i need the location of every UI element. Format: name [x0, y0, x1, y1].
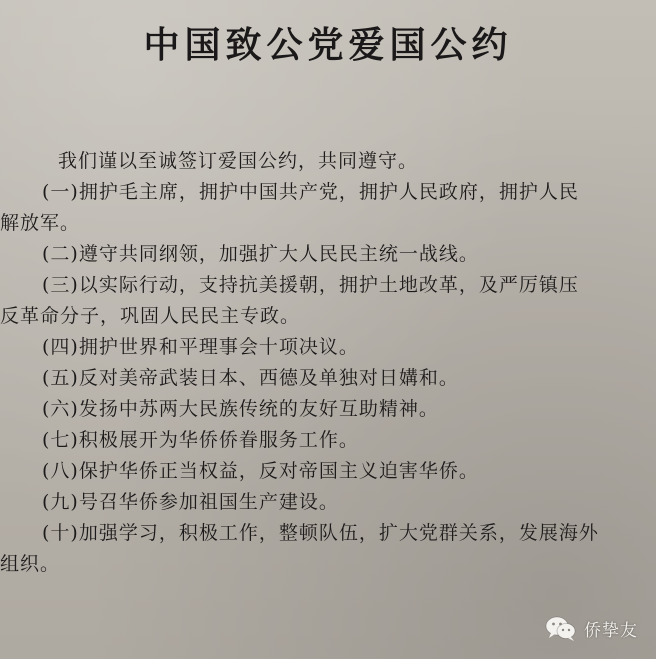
document-title: 中国致公党爱国公约: [143, 25, 513, 66]
article-2: (二)遵守共同纲领，加强扩大人民民主统一战线。: [42, 243, 479, 265]
article-3-line-2: 反革命分子，巩固人民民主专政。: [0, 305, 301, 327]
article-8: (八)保护华侨正当权益，反对帝国主义迫害华侨。: [42, 460, 479, 482]
article-10-line-2: 组织。: [0, 553, 61, 575]
article-1-line-2: 解放军。: [0, 212, 81, 234]
watermark: [544, 611, 638, 645]
article-3-line-1: (三)以实际行动，支持抗美援朝，拥护土地改革，及严厉镇压: [42, 274, 579, 296]
article-10-line-1: (十)加强学习，积极工作，整顿队伍，扩大党群关系，发展海外: [42, 522, 599, 544]
article-6: (六)发扬中苏两大民族传统的友好互助精神。: [42, 398, 439, 420]
article-1-line-1: (一)拥护毛主席，拥护中国共产党，拥护人民政府，拥护人民: [42, 181, 579, 203]
article-9: (九)号召华侨参加祖国生产建设。: [42, 491, 339, 513]
wechat-icon: [544, 614, 578, 642]
document-body: [0, 146, 650, 580]
article-7: (七)积极展开为华侨侨眷服务工作。: [42, 429, 359, 451]
intro-paragraph: 我们谨以至诚签订爱国公约，共同遵守。: [58, 150, 419, 172]
watermark-text: 侨挚友: [584, 620, 638, 641]
article-4: (四)拥护世界和平理事会十项决议。: [42, 336, 359, 358]
article-5: (五)反对美帝武装日本、西德及单独对日媾和。: [42, 367, 459, 389]
